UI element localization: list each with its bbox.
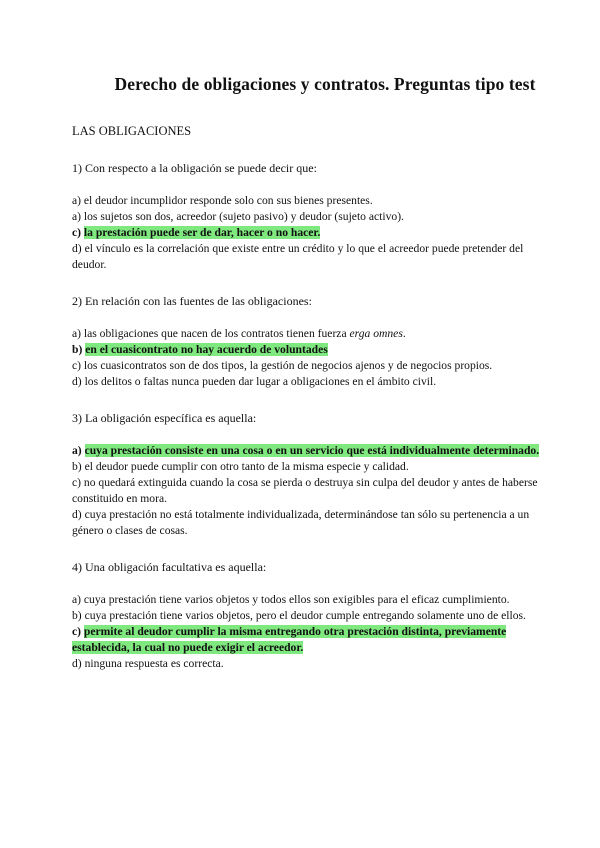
option-letter: d) [72, 657, 85, 670]
section-heading: LAS OBLIGACIONES [72, 124, 192, 138]
option-letter: d) [72, 375, 85, 388]
question-text: 1) Con respecto a la obligación se puede decir que: [72, 161, 317, 175]
option-letter: c) [72, 359, 84, 372]
option-text: los cuasicontratos son de dos tipos, la gestión de negocios ajenos y de negocios propios. [83, 359, 493, 372]
question-text: 4) Una obligación facultativa es aquella: [72, 560, 267, 574]
option-letter: b) [72, 343, 86, 356]
emphasized-term: erga omnes [349, 327, 403, 340]
answer-option [72, 608, 560, 624]
option-letter: d) [72, 508, 85, 521]
option-text: el deudor puede cumplir con otro tanto de la misma especie y calidad. [84, 460, 409, 473]
option-text: cuya prestación tiene varios objetos y todos ellos son exigibles para el eficaz cumplimiento. [83, 593, 510, 606]
answer-option [72, 592, 560, 608]
question-text: 3) La obligación específica es aquella: [72, 411, 257, 425]
correct-answer-text: en el cuasicontrato no hay acuerdo de voluntades [85, 343, 328, 356]
question-3 [72, 410, 560, 539]
option-text: no quedará extinguida cuando la cosa se pierda o destruya sin culpa del deudor y antes de haberse constituido en mora. [72, 476, 538, 505]
option-text: el vínculo es la correlación que existe entre un crédito y lo que el acreedor puede pretender del deudor. [72, 242, 524, 271]
answer-option [72, 326, 560, 342]
correct-answer-text: permite al deudor cumplir la misma entregando otra prestación distinta, previamente establecida, la cual no puede exigir el acreedor. [72, 625, 507, 654]
answer-option [72, 241, 560, 273]
answer-option [72, 624, 560, 656]
option-letter: b) [72, 609, 85, 622]
option-letter: b) [72, 460, 85, 473]
option-letter: a) [72, 210, 84, 223]
answer-option [72, 374, 560, 390]
answer-option [72, 193, 560, 209]
answer-option [72, 342, 560, 358]
question-2 [72, 293, 560, 390]
option-letter: a) [72, 327, 84, 340]
option-text: las obligaciones que nacen de los contratos tienen fuerza erga omnes. [83, 327, 406, 340]
option-letter: d) [72, 242, 85, 255]
answer-option [72, 443, 560, 459]
answer-option [72, 225, 560, 241]
option-text: ninguna respuesta es correcta. [84, 657, 224, 670]
option-letter: a) [72, 593, 84, 606]
option-text: el deudor incumplidor responde solo con sus bienes presentes. [83, 194, 373, 207]
question-list [72, 160, 560, 672]
answer-option [72, 475, 560, 507]
answer-option [72, 656, 560, 672]
answer-option [72, 507, 560, 539]
document-title: Derecho de obligaciones y contratos. Preguntas tipo test [114, 74, 536, 94]
question-text: 2) En relación con las fuentes de las obligaciones: [72, 294, 312, 308]
option-text: los delitos o faltas nunca pueden dar lugar a obligaciones en el ámbito civil. [84, 375, 437, 388]
option-letter: c) [72, 226, 84, 239]
answer-option [72, 209, 560, 225]
correct-answer-text: la prestación puede ser de dar, hacer o no hacer. [83, 226, 321, 239]
question-1 [72, 160, 560, 273]
option-letter: c) [72, 625, 84, 638]
option-text: cuya prestación tiene varios objetos, pero el deudor cumple entregando solamente uno de ellos. [84, 609, 526, 622]
option-letter: a) [72, 444, 85, 457]
answer-option [72, 358, 560, 374]
option-text: cuya prestación no está totalmente individualizada, determinándose tan sólo su pertenencia a un género o clases de cosas. [72, 508, 530, 537]
option-letter: a) [72, 194, 84, 207]
question-4 [72, 559, 560, 672]
answer-option [72, 459, 560, 475]
option-text: los sujetos son dos, acreedor (sujeto pasivo) y deudor (sujeto activo). [83, 210, 404, 223]
correct-answer-text: cuya prestación consiste en una cosa o en un servicio que está individualmente determinado. [84, 444, 540, 457]
option-letter: c) [72, 476, 84, 489]
